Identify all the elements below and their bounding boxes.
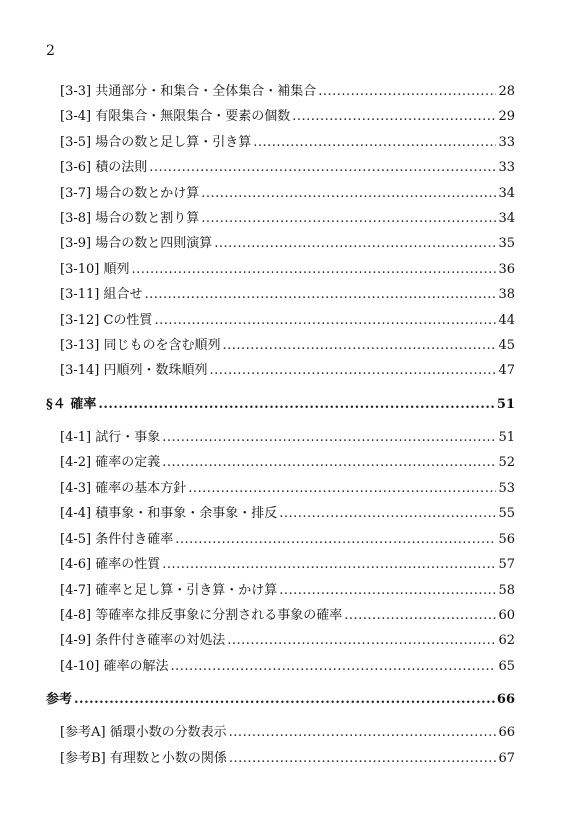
dot-leader (162, 430, 496, 446)
toc-entry-title: [参考A] 循環小数の分数表示 (60, 725, 227, 740)
toc-entry-title: [4-6] 確率の性質 (60, 557, 161, 572)
toc-entry-title: [3-4] 有限集合・無限集合・要素の個数 (60, 109, 291, 124)
toc-entry-title: [4-1] 試行・事象 (60, 430, 161, 445)
dot-leader (74, 692, 495, 708)
toc-entry-page: 52 (498, 455, 515, 470)
toc-entry-page: 62 (498, 633, 515, 648)
toc-entry-title: [4-8] 等確率な排反事象に分割される事象の確率 (60, 608, 343, 623)
toc-entry[interactable] (60, 725, 515, 741)
toc-entry-page: 58 (498, 583, 515, 598)
toc-entry-title: [4-2] 確率の定義 (60, 455, 161, 470)
toc-entry-page: 34 (498, 186, 515, 201)
toc-entry-page: 67 (498, 751, 515, 766)
dot-leader (229, 725, 497, 741)
dot-leader (279, 506, 496, 522)
toc-entry-title: [3-9] 場合の数と四則演算 (60, 236, 213, 251)
toc-entry-page: 53 (498, 481, 515, 496)
dot-leader (253, 135, 496, 151)
toc-entry[interactable] (60, 186, 515, 202)
toc-entry-title: [3-7] 場合の数とかけ算 (60, 186, 200, 201)
dot-leader (227, 633, 496, 649)
toc-entry[interactable] (60, 287, 515, 303)
toc-entry-page: 33 (498, 160, 515, 175)
toc-entry[interactable] (60, 109, 515, 125)
toc-section-heading[interactable] (46, 692, 515, 708)
toc-entry[interactable] (60, 135, 515, 151)
dot-leader (149, 160, 496, 176)
toc-entry-page: 45 (498, 338, 515, 353)
toc-entry-title: [3-8] 場合の数と割り算 (60, 211, 200, 226)
dot-leader (222, 338, 496, 354)
toc-entry-page: 38 (498, 287, 515, 302)
toc-section-title: §４ 確率 (46, 397, 97, 412)
toc-section-page: 66 (496, 692, 515, 707)
toc-entry[interactable] (60, 338, 515, 354)
toc-entry-title: [3-11] 組合せ (60, 287, 143, 302)
dot-leader (175, 532, 496, 548)
toc-entry-page: 44 (498, 313, 515, 328)
toc-entry[interactable] (60, 481, 515, 497)
toc-entry[interactable] (60, 557, 515, 573)
toc-entry[interactable] (60, 313, 515, 329)
toc-entry-title: [4-5] 条件付き確率 (60, 532, 174, 547)
dot-leader (292, 109, 496, 125)
toc-entry[interactable] (60, 532, 515, 548)
toc-entry-page: 29 (498, 109, 515, 124)
toc-entry-page: 65 (498, 659, 515, 674)
dot-leader (162, 557, 496, 573)
toc-entry[interactable] (60, 160, 515, 176)
dot-leader (318, 84, 496, 100)
dot-leader (229, 751, 497, 767)
toc-entry-title: [4-10] 確率の解法 (60, 659, 169, 674)
toc-section-page: 51 (496, 397, 515, 412)
dot-leader (201, 186, 496, 202)
toc-entry-page: 55 (498, 506, 515, 521)
toc-entry-title: [4-4] 積事象・和事象・余事象・排反 (60, 506, 278, 521)
dot-leader (144, 287, 496, 303)
dot-leader (131, 262, 496, 278)
toc-entry-page: 57 (498, 557, 515, 572)
toc-entry-title: [3-14] 円順列・数珠順列 (60, 363, 208, 378)
toc-section-title: 参考 (46, 692, 73, 707)
dot-leader (209, 363, 496, 379)
toc-entry[interactable] (60, 659, 515, 675)
toc-entry-page: 35 (498, 236, 515, 251)
dot-leader (214, 236, 496, 252)
toc-entry-title: [3-6] 積の法則 (60, 160, 148, 175)
dot-leader (188, 481, 496, 497)
toc-section-heading[interactable] (46, 397, 515, 413)
toc-entry-page: 34 (498, 211, 515, 226)
dot-leader (98, 397, 495, 413)
toc-entry-page: 28 (498, 84, 515, 99)
toc-entry[interactable] (60, 363, 515, 379)
toc-entry[interactable] (60, 506, 515, 522)
toc-entry-page: 56 (498, 532, 515, 547)
toc-entry-page: 36 (498, 262, 515, 277)
toc-entry[interactable] (60, 84, 515, 100)
toc-entry-title: [3-12] Cの性質 (60, 313, 153, 328)
dot-leader (162, 455, 496, 471)
toc-entry[interactable] (60, 211, 515, 227)
dot-leader (170, 659, 496, 675)
dot-leader (344, 608, 496, 624)
toc-entry-title: [4-7] 確率と足し算・引き算・かけ算 (60, 583, 278, 598)
page-number: 2 (46, 43, 55, 59)
toc-entry[interactable] (60, 608, 515, 624)
toc-entry-title: [4-3] 確率の基本方針 (60, 481, 187, 496)
toc-entry-title: [3-5] 場合の数と足し算・引き算 (60, 135, 252, 150)
dot-leader (201, 211, 496, 227)
toc-entry-title: [4-9] 条件付き確率の対処法 (60, 633, 226, 648)
dot-leader (154, 313, 496, 329)
toc-entry-title: [3-3] 共通部分・和集合・全体集合・補集合 (60, 84, 317, 99)
toc-entry-title: [3-10] 順列 (60, 262, 130, 277)
toc-entry-title: [参考B] 有理数と小数の関係 (60, 751, 227, 766)
toc-entry[interactable] (60, 633, 515, 649)
toc-entry-page: 60 (498, 608, 515, 623)
toc-entry[interactable] (60, 455, 515, 471)
toc-entry[interactable] (60, 262, 515, 278)
toc-entry-title: [3-13] 同じものを含む順列 (60, 338, 221, 353)
toc-entry-page: 33 (498, 135, 515, 150)
dot-leader (279, 583, 496, 599)
toc-entry-page: 66 (498, 725, 515, 740)
toc-entry[interactable] (60, 751, 515, 767)
toc-entry-page: 51 (498, 430, 515, 445)
toc-entry[interactable] (60, 236, 515, 252)
toc-entry-page: 47 (498, 363, 515, 378)
toc-entry[interactable] (60, 430, 515, 446)
toc-entry[interactable] (60, 583, 515, 599)
